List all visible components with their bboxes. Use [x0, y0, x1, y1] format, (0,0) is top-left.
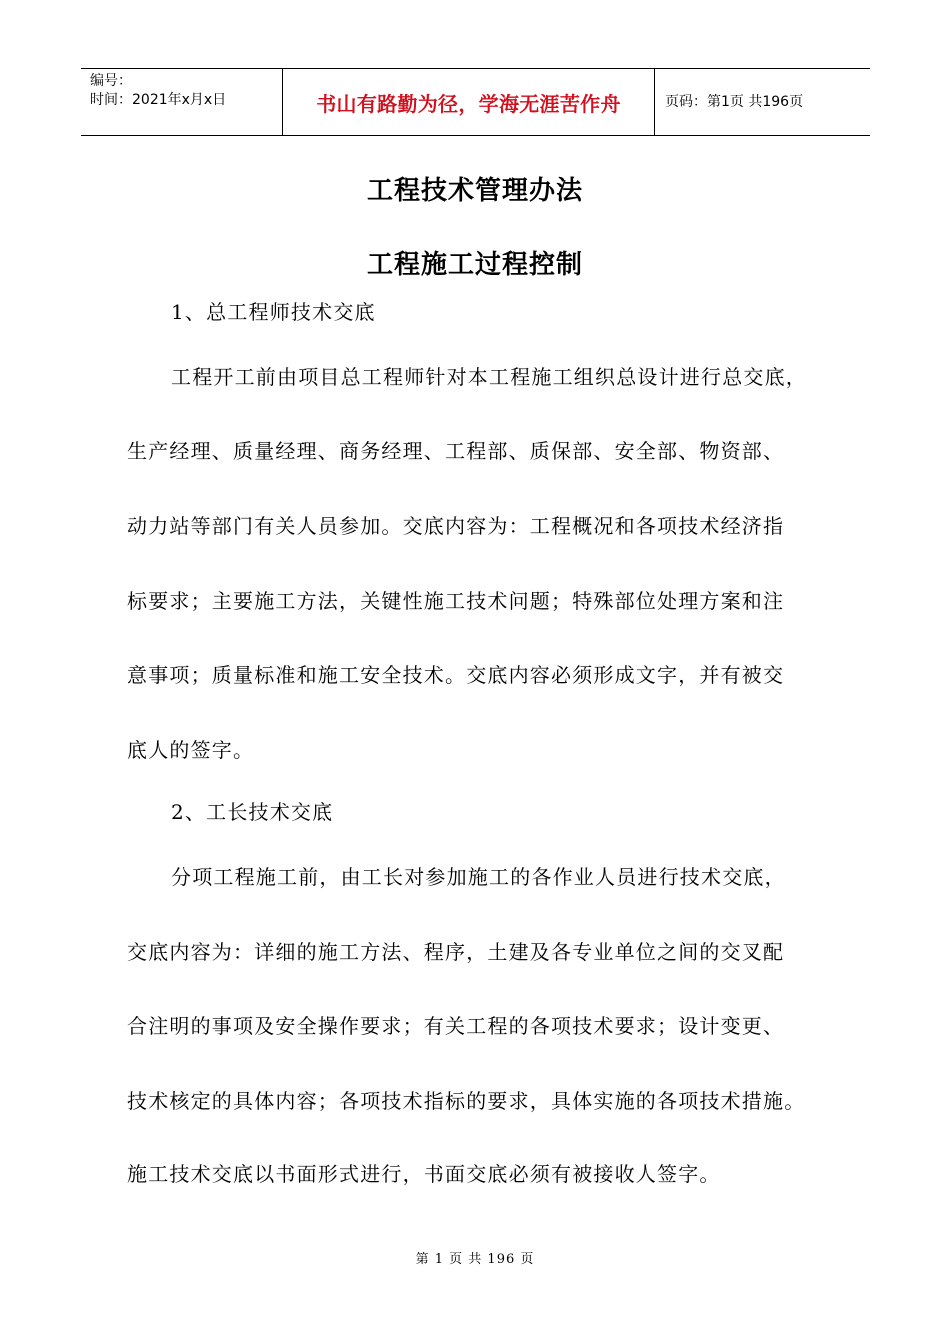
header-motto-cell	[282, 69, 655, 135]
paragraph-line: 分项工程施工前，由工长对参加施工的各作业人员进行技术交底，	[171, 865, 786, 889]
paragraph-line: 生产经理、质量经理、商务经理、工程部、质保部、安全部、物资部、	[127, 439, 785, 463]
document-header	[81, 68, 870, 136]
paragraph-line: 交底内容为：详细的施工方法、程序，土建及各专业单位之间的交叉配	[127, 940, 785, 964]
paragraph-line: 合注明的事项及安全操作要求；有关工程的各项技术要求；设计变更、	[127, 1014, 785, 1038]
paragraph-line: 技术核定的具体内容；各项技术指标的要求，具体实施的各项技术措施。	[127, 1089, 806, 1113]
paragraph-line: 底人的签字。	[127, 738, 255, 762]
paragraph-line: 工程开工前由项目总工程师针对本工程施工组织总设计进行总交底，	[171, 365, 807, 389]
section-1-heading: 1、总工程师技术交底	[171, 300, 376, 324]
paragraph-line: 动力站等部门有关人员参加。交底内容为：工程概况和各项技术经济指	[127, 514, 785, 538]
paragraph-line: 标要求；主要施工方法，关键性施工技术问题；特殊部位处理方案和注	[127, 589, 785, 613]
time-label: 时间：2021年x月x日	[90, 92, 227, 108]
document-subtitle: 工程施工过程控制	[366, 250, 583, 280]
page-label: 页码：第1页 共196页	[665, 93, 804, 110]
header-meta-cell	[81, 69, 282, 135]
header-page-cell	[655, 69, 870, 135]
number-label: 编号：	[90, 73, 132, 89]
page-footer: 第 1 页 共 196 页	[415, 1252, 535, 1267]
motto-text: 书山有路勤为径，学海无涯苦作舟	[316, 91, 621, 116]
section-2-heading: 2、工长技术交底	[171, 800, 334, 824]
document-title: 工程技术管理办法	[366, 176, 583, 206]
paragraph-line: 意事项；质量标准和施工安全技术。交底内容必须形成文字，并有被交	[127, 663, 785, 687]
paragraph-line: 施工技术交底以书面形式进行，书面交底必须有被接收人签字。	[127, 1162, 721, 1186]
